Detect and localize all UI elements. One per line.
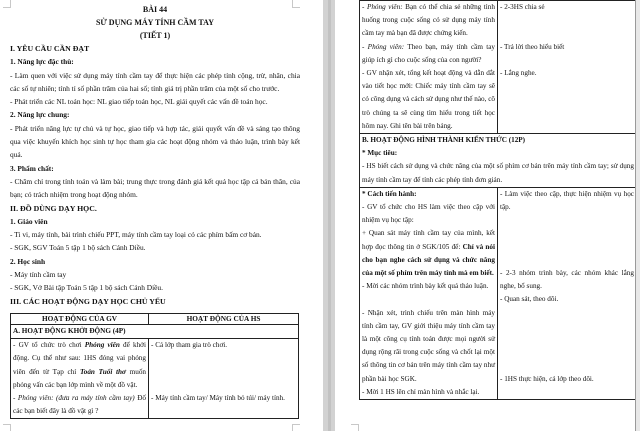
cell-text: để khởi động. Cụ thể như sau: 1HS đóng vai phóng viên đến từ Tạp chí [13, 341, 146, 376]
table-row [360, 187, 637, 399]
section-b-title: B. HOẠT ĐỘNG HÌNH THÀNH KIẾN THỨC (12P) [362, 136, 526, 145]
section-b-cell [360, 134, 637, 188]
cell-text: - Làm việc theo cặp, thực hiện nhiệm vụ học tập. [500, 189, 634, 212]
page-corner-mark [3, 424, 11, 431]
heading-requirements: I. YÊU CẦU CẦN ĐẠT [10, 44, 90, 53]
paragraph: - Ti vi, máy tính, bài trình chiếu PPT, máy tính cầm tay loại có các phím bấm cơ bản. [10, 230, 262, 240]
cell-text: - 1HS thực hiện, cả lớp theo dõi. [500, 374, 594, 383]
cell-text-italic: - Phóng viên: [362, 3, 403, 11]
teacher-activity-cell [360, 1, 498, 134]
cell-text-emphasis: Toán Tuổi thơ [80, 367, 126, 376]
lesson-title: SỬ DỤNG MÁY TÍNH CẦM TAY [95, 18, 214, 27]
cell-text: Theo bạn, máy tính cầm tay giúp ích gì cho cuộc sống của con người? [362, 42, 495, 64]
cell-text: - 2-3 nhóm trình bày, các nhóm khác lắng nghe, bổ sung. [500, 269, 634, 291]
cell-text: - 2-3HS chia sẻ [500, 3, 545, 11]
table-row [360, 1, 637, 134]
document-page-right [335, 0, 636, 431]
page-corner-mark [351, 424, 359, 431]
heading-qualities: 3. Phẩm chất: [10, 163, 54, 173]
cell-text: - Trả lời theo hiểu biết [500, 42, 565, 51]
cell-text: - Cả lớp tham gia trò chơi. [151, 341, 228, 350]
cell-text: - Mời 1 HS lên chỉ màn hình và nhắc lại. [362, 387, 480, 396]
page-gap [323, 0, 335, 431]
cell-text-bold: Chỉ và nói cho bạn nghe cách sử dụng và chức năng của một số phím trên máy tính mà em biết. [362, 242, 495, 278]
page-body [10, 3, 300, 308]
paragraph: - Làm quen với việc sử dụng máy tính cầm tay để thực hiện các phép tính cộng, trừ, nhân, chia các số tự nhiên; tính tỉ số phần trăm của hai số; tính giá trị phần trăm của một số cho trước. [10, 70, 300, 93]
teacher-activity-cell [360, 187, 498, 399]
cell-text: - GV tổ chức trò chơi [13, 341, 85, 350]
table-section-row [360, 134, 637, 188]
page-corner-mark [292, 424, 300, 431]
viewport-edge [636, 0, 640, 431]
cell-text: Bạn có thể chia sẻ những tình huống trong cuộc sống có sử dụng máy tính cầm tay mà bạn đã được chứng kiến. [362, 3, 495, 38]
heading-specific-competence: 1. Năng lực đặc thù: [10, 57, 74, 67]
objective-heading: * Mục tiêu: [362, 149, 398, 158]
cell-text-emphasis: Phóng viên [84, 341, 120, 350]
cell-text: - Máy tính cầm tay/ Máy tính bỏ túi/ máy tính. [151, 393, 285, 402]
objective-text: - HS biết cách sử dụng và chức năng của một số phím cơ bản trên máy tính cầm tay; sử dụng máy tính cầm tay để tính các phép tính đơn giản. [362, 162, 634, 184]
cell-text: muốn phỏng vấn các bạn lớp mình về một đồ vật. [13, 367, 147, 389]
paragraph: - Máy tính cầm tay [10, 270, 67, 280]
heading-activities: III. CÁC HOẠT ĐỘNG DẠY HỌC CHỦ YẾU [10, 296, 166, 306]
heading-student: 2. Học sinh [10, 256, 46, 266]
cell-text: - Quan sát, theo dõi. [500, 295, 559, 304]
cell-text: - GV nhận xét, tổng kết hoạt động và dẫn dắt vào tiết học mới: Chiếc máy tính cầm tay sẽ có công dụng và cách sử dụng như thế nào, cô trò chúng ta sẽ cùng tìm hiểu trong tiết học hôm nay. Ghi tên bài trên bảng. [362, 69, 495, 130]
student-activity-cell [498, 1, 637, 134]
cell-text: - Mời các nhóm trình bày kết quả thảo luận. [362, 282, 489, 291]
heading-materials: II. ĐỒ DÙNG DẠY HỌC. [10, 203, 97, 213]
column-header-student: HOẠT ĐỘNG CỦA HS [149, 314, 299, 325]
table-header-row [11, 314, 299, 325]
paragraph: - Phát triển các NL toán học: NL giao tiếp toán học, NL giải quyết các vấn đề toán học. [10, 97, 268, 107]
activities-table-continued [359, 0, 636, 400]
paragraph: - SGK, SGV Toán 5 tập 1 bộ sách Cánh Diều. [10, 243, 146, 253]
student-activity-cell [149, 339, 299, 419]
cell-text: + Quan sát máy tính cầm tay của mình, kết hợp đọc thông tin ở SGK/105 để: [362, 229, 495, 251]
cell-text-italic: - Phóng viên: (đưa ra máy tính cầm tay) [13, 394, 135, 403]
table-row [11, 339, 299, 419]
heading-general-competence: 2. Năng lực chung: [10, 110, 70, 120]
cell-text: Đố các bạn biết đây là đồ vật gì ? [13, 394, 146, 416]
table-section-row [11, 325, 299, 339]
paragraph: - Phát triển năng lực tự chủ và tự học, giao tiếp và hợp tác, giải quyết vấn đề và sáng tạo thông qua việc khuyến khích học sinh tự học tham gia các hoạt động nhóm và thảo luận, trình bày kết quả. [10, 123, 300, 160]
heading-teacher: 1. Giáo viên [10, 216, 48, 226]
lesson-period: (TIẾT 1) [139, 31, 171, 40]
activities-table [10, 313, 299, 419]
teacher-activity-cell [11, 339, 149, 419]
cell-text: - Nhận xét, trình chiếu trên màn hình máy tính cầm tay, GV giới thiệu máy tính cầm tay là một công cụ tính toán được mọi người sử dụng rộng rãi trong cuộc sống và chốt lại một số thông tin cơ bản trên máy tính cầm tay như phần bài học SGK. [362, 308, 495, 383]
paragraph: - Chăm chỉ trong tính toán và làm bài; trung thực trong đánh giá kết quả học tập cả bản thân, của bạn; có trách nhiệm trong hoạt động nhóm. [10, 176, 300, 200]
student-activity-cell [498, 187, 637, 399]
lesson-label: BÀI 44 [142, 5, 168, 14]
procedure-heading: * Cách tiến hành: [362, 189, 417, 198]
cell-text: - Lắng nghe. [500, 68, 537, 77]
cell-text: - GV tổ chức cho HS làm việc theo cặp với nhiệm vụ học tập: [362, 203, 495, 225]
section-a-title: A. HOẠT ĐỘNG KHỞI ĐỘNG (4P) [11, 325, 299, 339]
cell-text-italic: - Phóng viên: [362, 42, 405, 51]
paragraph: - SGK, Vở Bài tập Toán 5 tập 1 bộ sách Cánh Diều. [10, 283, 163, 293]
column-header-teacher: HOẠT ĐỘNG CỦA GV [11, 314, 149, 325]
